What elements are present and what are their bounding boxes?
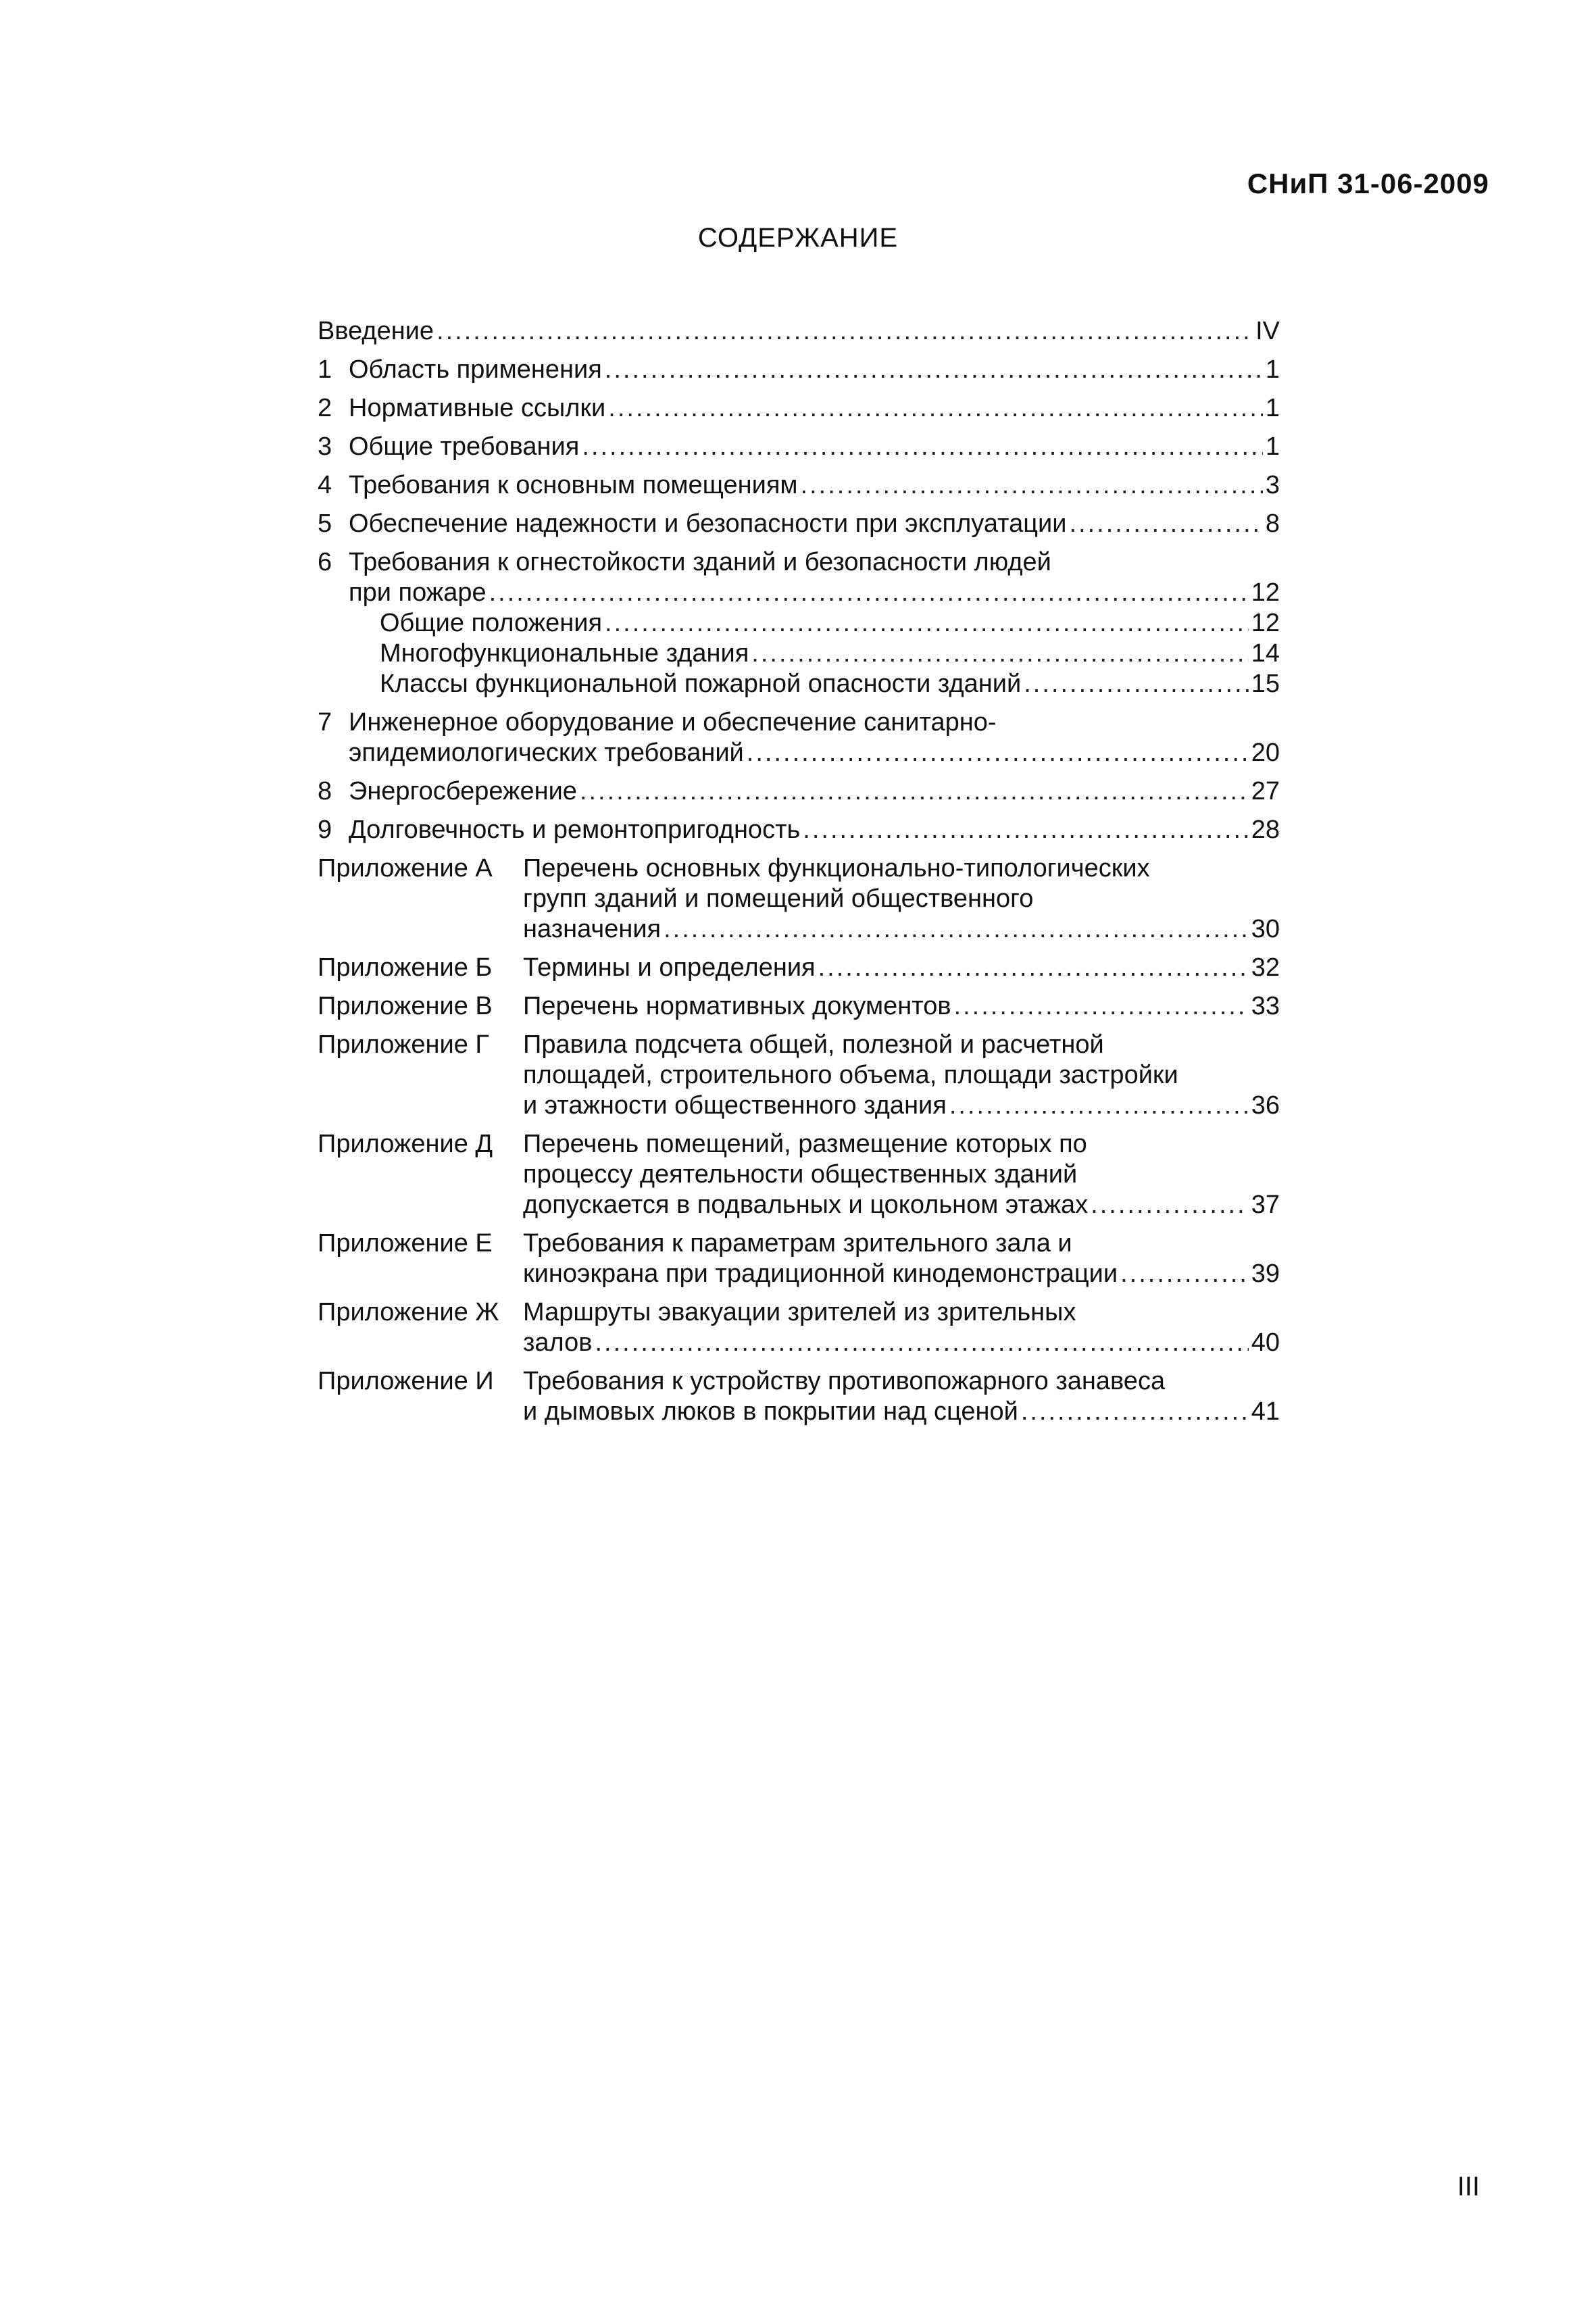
dot-leader [605, 608, 1249, 639]
toc-entry-title-continued: киноэкрана при традиционной кинодемонстрации [523, 1260, 1118, 1288]
section-number: 2 [318, 394, 332, 422]
toc-page-ref: 1 [1265, 355, 1280, 384]
toc-page-ref: IV [1255, 317, 1280, 345]
section-number: 4 [318, 471, 332, 499]
toc-page-ref: 15 [1251, 670, 1280, 698]
toc-entry-title: Требования к основным помещениям [349, 471, 798, 499]
toc-subentry [349, 639, 1280, 669]
toc-entry-appendix-v [318, 991, 1280, 1022]
toc-entry-title: Энергосбережение [349, 777, 577, 805]
dot-leader [608, 393, 1263, 424]
dot-leader [1070, 509, 1263, 539]
toc-page-ref: 36 [1251, 1091, 1280, 1120]
toc-page-ref: 30 [1251, 915, 1280, 943]
dot-leader [1091, 1190, 1249, 1220]
toc-entry-section-8 [318, 776, 1280, 807]
toc-page-ref: 32 [1251, 953, 1280, 982]
toc-entry-section-4 [318, 470, 1280, 501]
section-number: 5 [318, 509, 332, 538]
toc-entry-title-continued: и дымовых люков в покрытии над сценой [523, 1397, 1018, 1426]
toc-subentry-title: Классы функциональной пожарной опасности зданий [380, 670, 1022, 698]
appendix-label: Приложение Б [318, 953, 493, 982]
toc-entry-title: Область применения [349, 355, 602, 384]
dot-leader [818, 953, 1249, 983]
page-number: III [1457, 2172, 1480, 2201]
document-code: СНиП 31-06-2009 [1247, 168, 1489, 199]
toc-entry-title: Правила подсчета общей, полезной и расчетной [523, 1030, 1104, 1059]
toc-page-ref: 1 [1265, 394, 1280, 422]
toc-page-ref: 27 [1251, 777, 1280, 805]
toc-entry-section-2 [318, 393, 1280, 424]
toc-subentry [349, 608, 1280, 639]
toc-entry-title: Перечень нормативных документов [523, 992, 951, 1020]
toc-entry-title: Требования к параметрам зрительного зала и [523, 1229, 1072, 1258]
appendix-label: Приложение В [318, 992, 493, 1020]
toc-subentry-title: Общие положения [380, 609, 603, 637]
toc-page-ref: 37 [1251, 1191, 1280, 1219]
section-number: 9 [318, 816, 332, 844]
toc-entry-title: Перечень основных функционально-типологических [523, 854, 1150, 882]
toc-entry-appendix-e [318, 1228, 1280, 1289]
toc-entry-title-continued: залов [523, 1328, 593, 1357]
toc-entry-title: Маршруты эвакуации зрителей из зрительных [523, 1298, 1076, 1326]
toc-entry-appendix-b [318, 953, 1280, 983]
dot-leader [605, 355, 1263, 385]
toc-page-ref: 40 [1251, 1328, 1280, 1357]
appendix-label: Приложение Д [318, 1130, 493, 1158]
toc-entry-title: Инженерное оборудование и обеспечение санитарно- [349, 708, 997, 737]
toc-title: СОДЕРЖАНИЕ [697, 223, 899, 253]
toc-entry-section-3 [318, 432, 1280, 462]
dot-leader [580, 776, 1249, 807]
dot-leader [489, 578, 1249, 608]
appendix-label: Приложение Ж [318, 1298, 499, 1326]
toc-entry-appendix-i [318, 1366, 1280, 1427]
toc-entry-title: Требования к устройству противопожарного занавеса [523, 1367, 1166, 1395]
toc-page-ref: 12 [1251, 609, 1280, 637]
toc-entry-title: Введение [318, 317, 434, 345]
toc-entry-section-1 [318, 355, 1280, 385]
toc-page-ref: 39 [1251, 1260, 1280, 1288]
toc-entry-title: Долговечность и ремонтопригодность [349, 816, 801, 844]
appendix-label: Приложение А [318, 854, 493, 882]
section-number: 8 [318, 777, 332, 805]
section-number: 6 [318, 548, 332, 576]
toc-entry-intro [318, 316, 1280, 347]
toc-entry-title-continued: назначения [523, 915, 662, 943]
toc-entry-title: Перечень помещений, размещение которых по [523, 1130, 1087, 1158]
toc-page-ref: 28 [1251, 816, 1280, 844]
dot-leader [1024, 669, 1248, 699]
toc-entry-appendix-zh [318, 1297, 1280, 1358]
appendix-label: Приложение Г [318, 1030, 490, 1059]
appendix-label: Приложение Е [318, 1229, 493, 1258]
toc-subentry [349, 669, 1280, 699]
toc-entry-appendix-d [318, 1129, 1280, 1220]
toc-entry-section-6 [318, 547, 1280, 699]
section-number: 1 [318, 355, 332, 384]
toc-entry-title: Общие требования [349, 432, 580, 461]
toc-entry-title-continued: эпидемиологических требований [349, 739, 744, 767]
dot-leader [949, 1091, 1249, 1121]
toc-page-ref: 1 [1265, 432, 1280, 461]
dot-leader [803, 815, 1248, 845]
toc-entry-title: Обеспечение надежности и безопасности при эксплуатации [349, 509, 1067, 538]
toc-page-ref: 8 [1265, 509, 1280, 538]
toc-entry-title-continued: допускается в подвальных и цокольном этажах [523, 1191, 1089, 1219]
section-number: 7 [318, 708, 332, 737]
toc-entry-appendix-g [318, 1030, 1280, 1121]
dot-leader [437, 316, 1253, 347]
toc-page-ref: 20 [1251, 739, 1280, 767]
toc-entry-section-9 [318, 815, 1280, 845]
dot-leader [751, 639, 1248, 669]
dot-leader [595, 1328, 1248, 1358]
toc-entry-title: Термины и определения [523, 953, 816, 982]
toc-entry-section-7 [318, 707, 1280, 768]
toc-entry-title-continued: и этажности общественного здания [523, 1091, 947, 1120]
toc-entry-title-continued: площадей, строительного объема, площади застройки [523, 1061, 1178, 1089]
dot-leader [1120, 1259, 1249, 1289]
toc-entry-title: Требования к огнестойкости зданий и безопасности людей [349, 548, 1051, 576]
toc-page-ref: 12 [1251, 578, 1280, 607]
dot-leader [582, 432, 1263, 462]
dot-leader [747, 738, 1249, 768]
section-number: 3 [318, 432, 332, 461]
dot-leader [954, 991, 1249, 1022]
toc-page-ref: 41 [1251, 1397, 1280, 1426]
toc-page-ref: 14 [1251, 639, 1280, 668]
toc-entry-title-continued: групп зданий и помещений общественного [523, 885, 1034, 913]
toc-entry-section-5 [318, 509, 1280, 539]
table-of-contents [318, 316, 1280, 1427]
toc-subentry-title: Многофункциональные здания [380, 639, 749, 668]
toc-entry-title-continued: при пожаре [349, 578, 487, 607]
toc-page-ref: 3 [1265, 471, 1280, 499]
appendix-label: Приложение И [318, 1367, 494, 1395]
dot-leader [801, 470, 1263, 501]
dot-leader [1021, 1397, 1249, 1427]
toc-entry-appendix-a [318, 853, 1280, 945]
toc-entry-title: Нормативные ссылки [349, 394, 606, 422]
dot-leader [664, 914, 1249, 945]
toc-page-ref: 33 [1251, 992, 1280, 1020]
toc-entry-title-continued: процессу деятельности общественных зданий [523, 1160, 1078, 1189]
